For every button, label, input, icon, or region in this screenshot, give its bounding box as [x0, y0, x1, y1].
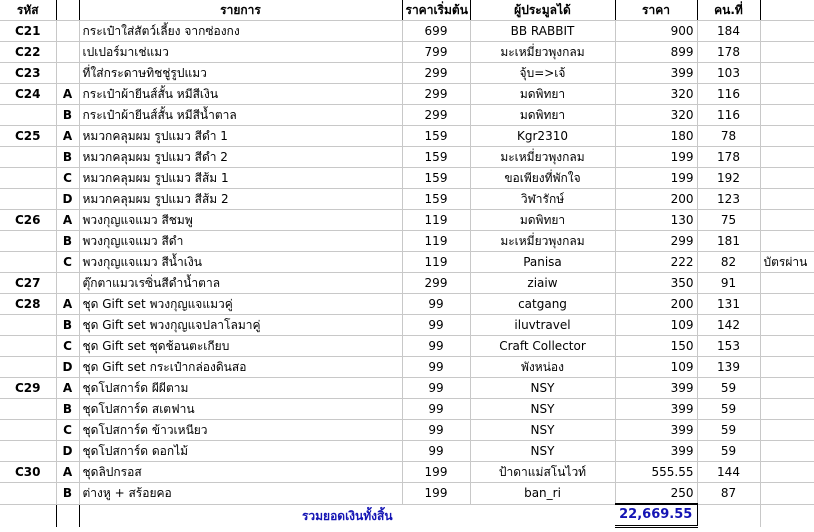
- cell-price[interactable]: 130: [615, 210, 697, 231]
- cell-start-price[interactable]: 99: [402, 420, 470, 441]
- table-row: [0, 420, 814, 441]
- cell-sub[interactable]: C: [56, 252, 79, 273]
- cell-price[interactable]: 180: [615, 126, 697, 147]
- cell-sub[interactable]: A: [56, 294, 79, 315]
- cell-sub[interactable]: [56, 42, 79, 63]
- cell-code[interactable]: C25: [0, 126, 56, 147]
- cell-person-no[interactable]: 181: [697, 231, 760, 252]
- cell-code[interactable]: C27: [0, 273, 56, 294]
- cell-start-price[interactable]: 99: [402, 357, 470, 378]
- table-row: [0, 399, 814, 420]
- table-row: [0, 273, 814, 294]
- cell-winner[interactable]: มะเหมี่ยวพุงกลม: [470, 231, 615, 252]
- cell-item[interactable]: ชุด Gift set พวงกุญแจแมวคู่: [79, 294, 402, 315]
- empty-cell[interactable]: [760, 504, 814, 527]
- cell-note[interactable]: [760, 147, 814, 168]
- cell-item[interactable]: ชุด Gift set พวงกุญแจปลาโลมาคู่: [79, 315, 402, 336]
- table-row: [0, 210, 814, 231]
- table-row: [0, 63, 814, 84]
- cell-person-no[interactable]: 59: [697, 399, 760, 420]
- cell-person-no[interactable]: 184: [697, 21, 760, 42]
- cell-code[interactable]: [0, 441, 56, 462]
- cell-sub[interactable]: C: [56, 336, 79, 357]
- cell-sub[interactable]: B: [56, 315, 79, 336]
- cell-sub[interactable]: B: [56, 483, 79, 505]
- cell-note[interactable]: [760, 336, 814, 357]
- cell-winner[interactable]: มะเหมี่ยวพุงกลม: [470, 42, 615, 63]
- cell-winner[interactable]: Kgr2310: [470, 126, 615, 147]
- cell-start-price[interactable]: 99: [402, 378, 470, 399]
- cell-item[interactable]: กระเป๋าใส่สัตว์เลี้ยง จากซ่องกง: [79, 21, 402, 42]
- cell-note[interactable]: [760, 357, 814, 378]
- cell-winner[interactable]: มดพิทยา: [470, 84, 615, 105]
- cell-winner[interactable]: ขอเพียงที่พักใจ: [470, 168, 615, 189]
- cell-note[interactable]: [760, 273, 814, 294]
- table-row: [0, 105, 814, 126]
- cell-winner[interactable]: NSY: [470, 441, 615, 462]
- cell-code[interactable]: C22: [0, 42, 56, 63]
- cell-person-no[interactable]: 59: [697, 378, 760, 399]
- cell-person-no[interactable]: 192: [697, 168, 760, 189]
- cell-person-no[interactable]: 178: [697, 42, 760, 63]
- cell-price[interactable]: 299: [615, 231, 697, 252]
- cell-item[interactable]: ชุดโปสการ์ด สเตฟาน: [79, 399, 402, 420]
- cell-note[interactable]: [760, 126, 814, 147]
- cell-price[interactable]: 399: [615, 378, 697, 399]
- cell-note[interactable]: [760, 462, 814, 483]
- cell-price[interactable]: 399: [615, 63, 697, 84]
- cell-winner[interactable]: มดพิทยา: [470, 105, 615, 126]
- cell-sub[interactable]: D: [56, 441, 79, 462]
- table-row: [0, 147, 814, 168]
- cell-code[interactable]: C24: [0, 84, 56, 105]
- cell-start-price[interactable]: 99: [402, 315, 470, 336]
- cell-start-price[interactable]: 159: [402, 126, 470, 147]
- table-row: [0, 168, 814, 189]
- cell-price[interactable]: 200: [615, 189, 697, 210]
- cell-winner[interactable]: ป้าดาแม่สโนไวท์: [470, 462, 615, 483]
- cell-item[interactable]: ชุดโปสการ์ด ข้าวเหนียว: [79, 420, 402, 441]
- cell-winner[interactable]: มดพิทยา: [470, 210, 615, 231]
- cell-person-no[interactable]: 116: [697, 84, 760, 105]
- header-item[interactable]: รายการ: [79, 0, 402, 21]
- cell-price[interactable]: 109: [615, 315, 697, 336]
- cell-sub[interactable]: A: [56, 84, 79, 105]
- cell-person-no[interactable]: 87: [697, 483, 760, 505]
- table-row: [0, 126, 814, 147]
- cell-note[interactable]: [760, 42, 814, 63]
- cell-note[interactable]: บัตรผ่าน: [760, 252, 814, 273]
- table-row: [0, 483, 814, 505]
- cell-price[interactable]: 555.55: [615, 462, 697, 483]
- cell-person-no[interactable]: 103: [697, 63, 760, 84]
- cell-winner[interactable]: ban_ri: [470, 483, 615, 505]
- table-row: [0, 336, 814, 357]
- cell-price[interactable]: 399: [615, 441, 697, 462]
- cell-price[interactable]: 320: [615, 105, 697, 126]
- cell-start-price[interactable]: 119: [402, 252, 470, 273]
- cell-note[interactable]: [760, 399, 814, 420]
- header-row: [0, 0, 814, 21]
- cell-winner[interactable]: พังหน่อง: [470, 357, 615, 378]
- cell-price[interactable]: 399: [615, 420, 697, 441]
- cell-code[interactable]: [0, 231, 56, 252]
- cell-winner[interactable]: จุ้บ=>เจ้: [470, 63, 615, 84]
- cell-person-no[interactable]: 82: [697, 252, 760, 273]
- table-row: [0, 252, 814, 273]
- cell-price[interactable]: 899: [615, 42, 697, 63]
- cell-person-no[interactable]: 116: [697, 105, 760, 126]
- cell-person-no[interactable]: 123: [697, 189, 760, 210]
- cell-start-price[interactable]: 299: [402, 84, 470, 105]
- cell-price[interactable]: 109: [615, 357, 697, 378]
- cell-winner[interactable]: วิฬารักษ์: [470, 189, 615, 210]
- header-winner[interactable]: ผู้ประมูลได้: [470, 0, 615, 21]
- header-note[interactable]: [760, 0, 814, 21]
- cell-note[interactable]: [760, 378, 814, 399]
- cell-item[interactable]: ชุดโปสการ์ด ดอกไม้: [79, 441, 402, 462]
- cell-code[interactable]: [0, 420, 56, 441]
- cell-note[interactable]: [760, 315, 814, 336]
- cell-start-price[interactable]: 119: [402, 231, 470, 252]
- cell-person-no[interactable]: 91: [697, 273, 760, 294]
- total-value[interactable]: 22,669.55: [615, 504, 697, 527]
- cell-sub[interactable]: D: [56, 357, 79, 378]
- total-label[interactable]: รวมยอดเงินทั้งสิ้น: [79, 504, 615, 527]
- cell-winner[interactable]: NSY: [470, 420, 615, 441]
- cell-start-price[interactable]: 99: [402, 336, 470, 357]
- cell-start-price[interactable]: 159: [402, 168, 470, 189]
- cell-start-price[interactable]: 299: [402, 273, 470, 294]
- table-row: [0, 84, 814, 105]
- cell-code[interactable]: C26: [0, 210, 56, 231]
- cell-item[interactable]: เปเปอร์มาเช่แมว: [79, 42, 402, 63]
- cell-price[interactable]: 350: [615, 273, 697, 294]
- cell-start-price[interactable]: 299: [402, 63, 470, 84]
- cell-start-price[interactable]: 699: [402, 21, 470, 42]
- cell-note[interactable]: [760, 84, 814, 105]
- header-code[interactable]: รหัส: [0, 0, 56, 21]
- cell-price[interactable]: 150: [615, 336, 697, 357]
- header-person-no[interactable]: คน.ที่: [697, 0, 760, 21]
- cell-note[interactable]: [760, 441, 814, 462]
- cell-sub[interactable]: A: [56, 126, 79, 147]
- cell-code[interactable]: C21: [0, 21, 56, 42]
- cell-sub[interactable]: B: [56, 399, 79, 420]
- cell-price[interactable]: 320: [615, 84, 697, 105]
- table-row: [0, 294, 814, 315]
- cell-price[interactable]: 399: [615, 399, 697, 420]
- cell-note[interactable]: [760, 210, 814, 231]
- cell-note[interactable]: [760, 21, 814, 42]
- table-row: [0, 357, 814, 378]
- cell-person-no[interactable]: 153: [697, 336, 760, 357]
- cell-item[interactable]: ตุ๊กตาแมวเรซิ่นสีดำน้ำตาล: [79, 273, 402, 294]
- cell-item[interactable]: ชุด Gift set กระเป๋ากล่องดินสอ: [79, 357, 402, 378]
- header-price[interactable]: ราคา: [615, 0, 697, 21]
- cell-person-no[interactable]: 131: [697, 294, 760, 315]
- cell-sub[interactable]: B: [56, 105, 79, 126]
- table-row: [0, 189, 814, 210]
- cell-sub[interactable]: B: [56, 231, 79, 252]
- cell-winner[interactable]: Panisa: [470, 252, 615, 273]
- cell-price[interactable]: 199: [615, 147, 697, 168]
- cell-item[interactable]: กระเป๋าผ้ายีนส์สั้น หมีสีน้ำตาล: [79, 105, 402, 126]
- empty-cell[interactable]: [56, 504, 79, 527]
- cell-note[interactable]: [760, 420, 814, 441]
- cell-note[interactable]: [760, 63, 814, 84]
- cell-code[interactable]: [0, 315, 56, 336]
- header-sub[interactable]: [56, 0, 79, 21]
- cell-start-price[interactable]: 299: [402, 105, 470, 126]
- cell-start-price[interactable]: 99: [402, 294, 470, 315]
- cell-sub[interactable]: [56, 273, 79, 294]
- cell-start-price[interactable]: 99: [402, 399, 470, 420]
- cell-start-price[interactable]: 159: [402, 147, 470, 168]
- table-row: [0, 441, 814, 462]
- cell-code[interactable]: [0, 483, 56, 505]
- cell-note[interactable]: [760, 483, 814, 505]
- cell-winner[interactable]: NSY: [470, 378, 615, 399]
- cell-item[interactable]: ชุดโปสการ์ด ผีผีตาม: [79, 378, 402, 399]
- cell-person-no[interactable]: 144: [697, 462, 760, 483]
- cell-sub[interactable]: C: [56, 168, 79, 189]
- cell-code[interactable]: [0, 168, 56, 189]
- cell-winner[interactable]: BB RABBIT: [470, 21, 615, 42]
- cell-item[interactable]: ต่างหู + สร้อยคอ: [79, 483, 402, 505]
- cell-code[interactable]: [0, 147, 56, 168]
- cell-person-no[interactable]: 78: [697, 126, 760, 147]
- cell-winner[interactable]: NSY: [470, 399, 615, 420]
- table-row: [0, 231, 814, 252]
- table-row: [0, 378, 814, 399]
- cell-winner[interactable]: iluvtravel: [470, 315, 615, 336]
- cell-price[interactable]: 222: [615, 252, 697, 273]
- cell-sub[interactable]: A: [56, 462, 79, 483]
- cell-item[interactable]: หมวกคลุมผม รูปแมว สีส้ม 1: [79, 168, 402, 189]
- cell-person-no[interactable]: 178: [697, 147, 760, 168]
- cell-sub[interactable]: C: [56, 420, 79, 441]
- header-start-price[interactable]: ราคาเริ่มต้น: [402, 0, 470, 21]
- cell-sub[interactable]: [56, 63, 79, 84]
- cell-start-price[interactable]: 799: [402, 42, 470, 63]
- total-row: [0, 504, 814, 527]
- cell-code[interactable]: [0, 399, 56, 420]
- cell-item[interactable]: หมวกคลุมผม รูปแมว สีดำ 2: [79, 147, 402, 168]
- cell-code[interactable]: [0, 252, 56, 273]
- cell-item[interactable]: หมวกคลุมผม รูปแมว สีดำ 1: [79, 126, 402, 147]
- cell-sub[interactable]: A: [56, 210, 79, 231]
- cell-code[interactable]: C28: [0, 294, 56, 315]
- cell-sub[interactable]: A: [56, 378, 79, 399]
- cell-note[interactable]: [760, 231, 814, 252]
- cell-winner[interactable]: catgang: [470, 294, 615, 315]
- cell-winner[interactable]: ziaiw: [470, 273, 615, 294]
- cell-item[interactable]: ชุด Gift set ชุดช้อนตะเกียบ: [79, 336, 402, 357]
- cell-person-no[interactable]: 59: [697, 441, 760, 462]
- empty-cell[interactable]: [0, 504, 56, 527]
- table-row: [0, 21, 814, 42]
- cell-person-no[interactable]: 75: [697, 210, 760, 231]
- cell-person-no[interactable]: 59: [697, 420, 760, 441]
- table-row: [0, 315, 814, 336]
- cell-sub[interactable]: D: [56, 189, 79, 210]
- cell-sub[interactable]: [56, 21, 79, 42]
- cell-item[interactable]: พวงกุญแจแมว สีน้ำเงิน: [79, 252, 402, 273]
- cell-item[interactable]: กระเป๋าผ้ายีนส์สั้น หมีสีเงิน: [79, 84, 402, 105]
- cell-start-price[interactable]: 119: [402, 210, 470, 231]
- cell-start-price[interactable]: 199: [402, 483, 470, 505]
- cell-code[interactable]: [0, 105, 56, 126]
- cell-sub[interactable]: B: [56, 147, 79, 168]
- cell-start-price[interactable]: 159: [402, 189, 470, 210]
- empty-cell[interactable]: [697, 504, 760, 527]
- table-row: [0, 42, 814, 63]
- cell-item[interactable]: ที่ใส่กระดาษทิชชู่รูปแมว: [79, 63, 402, 84]
- cell-code[interactable]: [0, 336, 56, 357]
- cell-code[interactable]: C29: [0, 378, 56, 399]
- cell-person-no[interactable]: 142: [697, 315, 760, 336]
- cell-price[interactable]: 199: [615, 168, 697, 189]
- cell-item[interactable]: ชุดลิปกรอส: [79, 462, 402, 483]
- cell-code[interactable]: [0, 357, 56, 378]
- cell-winner[interactable]: Craft Collector: [470, 336, 615, 357]
- cell-note[interactable]: [760, 189, 814, 210]
- cell-note[interactable]: [760, 168, 814, 189]
- cell-code[interactable]: C30: [0, 462, 56, 483]
- cell-item[interactable]: พวงกุญแจแมว สีดำ: [79, 231, 402, 252]
- cell-winner[interactable]: มะเหมี่ยวพุงกลม: [470, 147, 615, 168]
- cell-code[interactable]: C23: [0, 63, 56, 84]
- cell-price[interactable]: 900: [615, 21, 697, 42]
- cell-start-price[interactable]: 199: [402, 462, 470, 483]
- cell-note[interactable]: [760, 294, 814, 315]
- table-row: [0, 462, 814, 483]
- cell-price[interactable]: 250: [615, 483, 697, 505]
- cell-person-no[interactable]: 139: [697, 357, 760, 378]
- cell-price[interactable]: 200: [615, 294, 697, 315]
- cell-code[interactable]: [0, 189, 56, 210]
- cell-note[interactable]: [760, 105, 814, 126]
- cell-item[interactable]: หมวกคลุมผม รูปแมว สีส้ม 2: [79, 189, 402, 210]
- cell-start-price[interactable]: 99: [402, 441, 470, 462]
- cell-item[interactable]: พวงกุญแจแมว สีชมพู: [79, 210, 402, 231]
